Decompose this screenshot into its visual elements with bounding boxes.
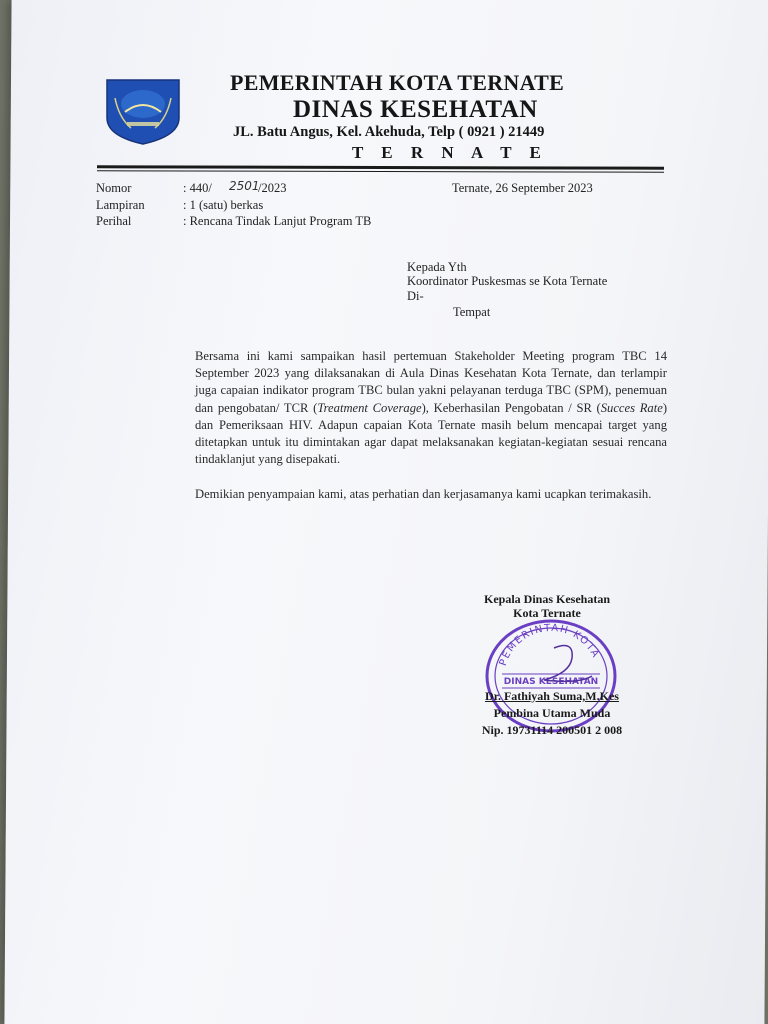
city-coat-of-arms-icon [105, 78, 181, 146]
letterhead-city: T E R N A T E [352, 143, 548, 162]
body-paragraph-2: Demikian penyampaian kami, atas perhatian dan kerjasamanya kami ucapkan terimakasih. [195, 487, 652, 502]
stamp-top-text: PEMERINTAH KOTA [497, 622, 602, 668]
perihal-value: : Rencana Tindak Lanjut Program TB [183, 214, 372, 228]
stamp-center-text: DINAS KESEHATAN [503, 677, 599, 687]
handwritten-signature [544, 646, 592, 682]
nomor-handwritten: 2501 [229, 179, 260, 193]
letterhead-government: PEMERINTAH KOTA TERNATE [230, 70, 565, 95]
signatory-name: Dr. Fathiyah Suma,M.Kes [485, 689, 619, 703]
signatory-rank: Pembina Utama Muda [493, 706, 611, 720]
signatory-city: Kota Ternate [513, 606, 581, 620]
lampiran-label: Lampiran [96, 198, 145, 212]
nomor-prefix: : 440/ [183, 181, 212, 195]
recipient-di: Di- [407, 289, 424, 303]
perihal-label: Perihal [96, 214, 132, 228]
letterhead-agency: DINAS KESEHATAN [293, 96, 538, 123]
recipient-greeting: Kepada Yth [407, 260, 467, 274]
signatory-nip: Nip. 19731114 200501 2 008 [481, 723, 623, 737]
recipient-name: Koordinator Puskesmas se Kota Ternate [407, 274, 608, 288]
nomor-label: Nomor [96, 181, 132, 195]
recipient-place: Tempat [453, 305, 491, 319]
letterhead-address: JL. Batu Angus, Kel. Akehuda, Telp ( 0921 ) 21449 [233, 124, 545, 140]
letter-body [195, 348, 667, 522]
signatory-title: Kepala Dinas Kesehatan [483, 592, 610, 606]
body-paragraph-1: Bersama ini kami sampaikan hasil pertemuan Stakeholder Meeting program TBC 14 September 2023 yang dilaksanakan di Aula Dinas Kesehatan Kota Ternate, dan terlampir juga capaian indikator program TBC bulan yakni pelayanan terduga TBC (SPM), penemuan dan pengobatan/ TCR (Treatment Coverage), Keberhasilan Pengobatan / SR (Succes Rate) dan Pemeriksaan HIV. Adapun capaian Kota Ternate masih belum mencapai target yang ditetapkan untuk itu dimintakan agar dapat melaksanakan kegiatan-kegiatan sesuai rencana tindaklanjut yang disepakati. [195, 349, 668, 467]
lampiran-value: : 1 (satu) berkas [183, 198, 264, 212]
letter-date: Ternate, 26 September 2023 [452, 181, 593, 195]
nomor-suffix: /2023 [258, 181, 287, 195]
